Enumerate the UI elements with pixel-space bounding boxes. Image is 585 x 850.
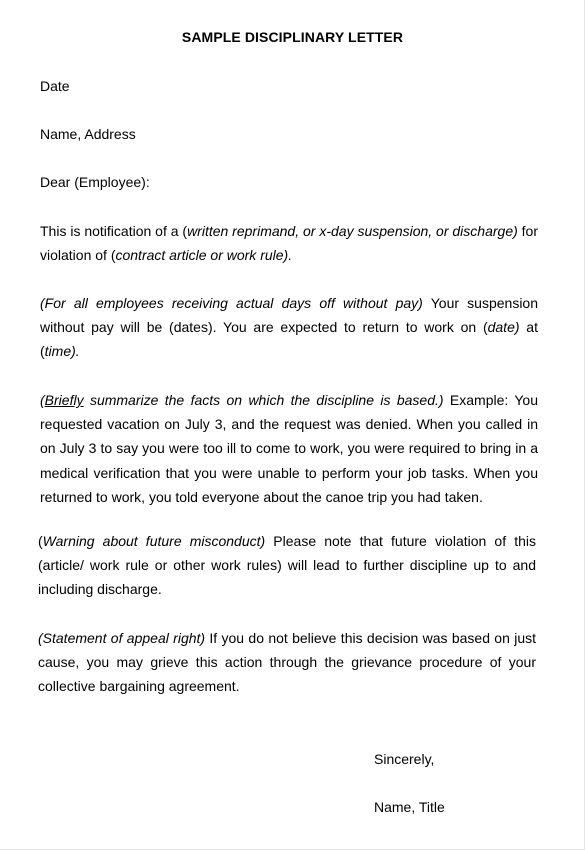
paragraph-notification-text-4: contract article or work rule). xyxy=(115,247,293,264)
signature-name-title: Name, Title xyxy=(374,799,445,815)
paragraph-warning-text-3: Please note that future violation of this (article/ work rule or other work rules) will lead to further discipline up to and including discharge. xyxy=(38,533,536,598)
paragraph-facts-text-3: summarize the facts on which the discipline is based.) xyxy=(83,392,444,408)
paragraph-appeal-text-2: If you do not believe this decision was based on just cause, you may grieve this action through the grievance procedure of your collective bargaining agreement. xyxy=(38,630,536,695)
paragraph-suspension-text-3: date) xyxy=(487,319,520,336)
paragraph-notification xyxy=(40,219,538,267)
paragraph-suspension-text-2: Your suspension without pay will be (dates). You are expected to return to work on ( xyxy=(40,295,539,336)
date-line: Date xyxy=(40,78,70,94)
paragraph-warning-text-1: ( xyxy=(38,533,43,549)
closing-sincerely: Sincerely, xyxy=(374,751,435,767)
paragraph-notification-text-1: This is notification of a ( xyxy=(40,223,188,239)
paragraph-facts-text-1: ( xyxy=(40,392,45,408)
paragraph-facts xyxy=(40,388,538,509)
paragraph-warning-text-2: Warning about future misconduct) xyxy=(42,533,266,549)
name-address-line: Name, Address xyxy=(40,126,136,142)
paragraph-suspension-text-5: time). xyxy=(44,343,80,360)
paragraph-appeal-text-1: (Statement of appeal right) xyxy=(38,630,206,646)
paragraph-warning xyxy=(38,529,536,602)
paragraph-suspension xyxy=(40,291,538,364)
paragraph-suspension-text-4: at ( xyxy=(40,319,538,360)
paragraph-suspension-text-1: (For all employees receiving actual days off without pay) xyxy=(40,295,423,311)
paragraph-notification-text-3: for violation of ( xyxy=(40,223,538,264)
paragraph-notification-text-2: written reprimand, or x-day suspension, or discharge) xyxy=(187,223,518,239)
salutation: Dear (Employee): xyxy=(40,174,150,190)
paragraph-facts-text-2: Briefly xyxy=(44,392,84,408)
paragraph-appeal xyxy=(38,626,536,699)
letter-title: SAMPLE DISCIPLINARY LETTER xyxy=(181,29,404,45)
paragraph-facts-text-4: Example: You requested vacation on July 3, and the request was denied. When you called in on July 3 to say you were too ill to come to work, you were required to bring in a medical verification that you were unable to perform your job tasks. When you returned to work, you told everyone about the canoe trip you had taken. xyxy=(40,392,538,505)
